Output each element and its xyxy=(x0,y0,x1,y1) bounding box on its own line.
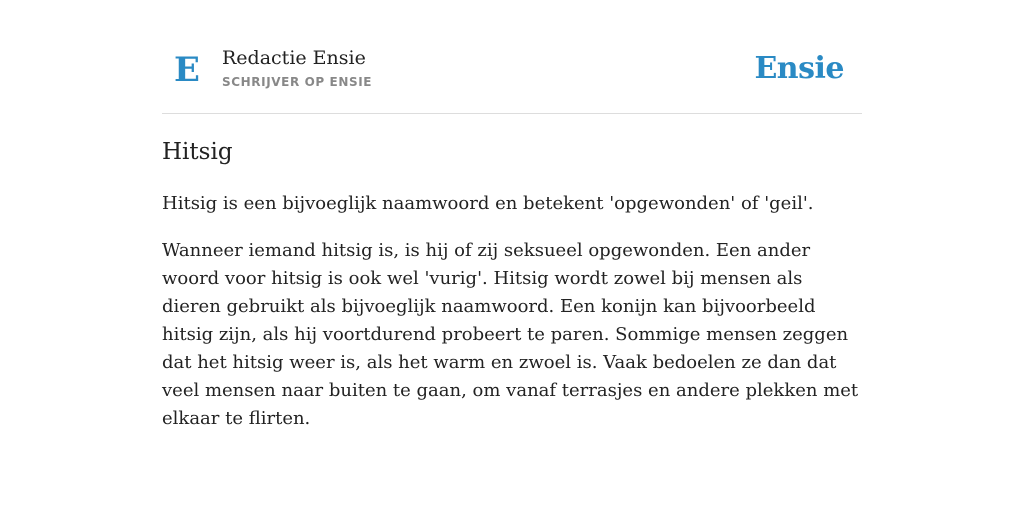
article-body xyxy=(162,190,862,452)
author-avatar[interactable]: E xyxy=(174,50,200,90)
author-role: SCHRIJVER OP ENSIE xyxy=(222,75,373,89)
definition-card xyxy=(162,0,862,512)
paragraph-definition: Hitsig is een bijvoeglijk naamwoord en betekent 'opgewonden' of 'geil'. xyxy=(162,193,814,214)
page-title: Hitsig xyxy=(162,139,233,165)
author-name[interactable]: Redactie Ensie xyxy=(222,47,366,69)
author-header xyxy=(162,0,862,114)
ensie-logo[interactable]: Ensie xyxy=(754,51,844,86)
paragraph-explanation: Wanneer iemand hitsig is, is hij of zij seksueel opgewonden. Een ander woord voor hitsig is ook wel 'vurig'. Hitsig wordt zowel bij mensen als dieren gebruikt als bijvoeglijk naamwoord. Een konijn kan bijvoorbeeld hitsig zijn, als hij voortdurend probeert te paren. Sommige mensen zeggen dat het hitsig weer is, als het warm en zwoel is. Vaak bedoelen ze dan dat veel mensen naar buiten te gaan, om vanaf terrasjes en andere plekken met elkaar te flirten. xyxy=(162,240,859,429)
